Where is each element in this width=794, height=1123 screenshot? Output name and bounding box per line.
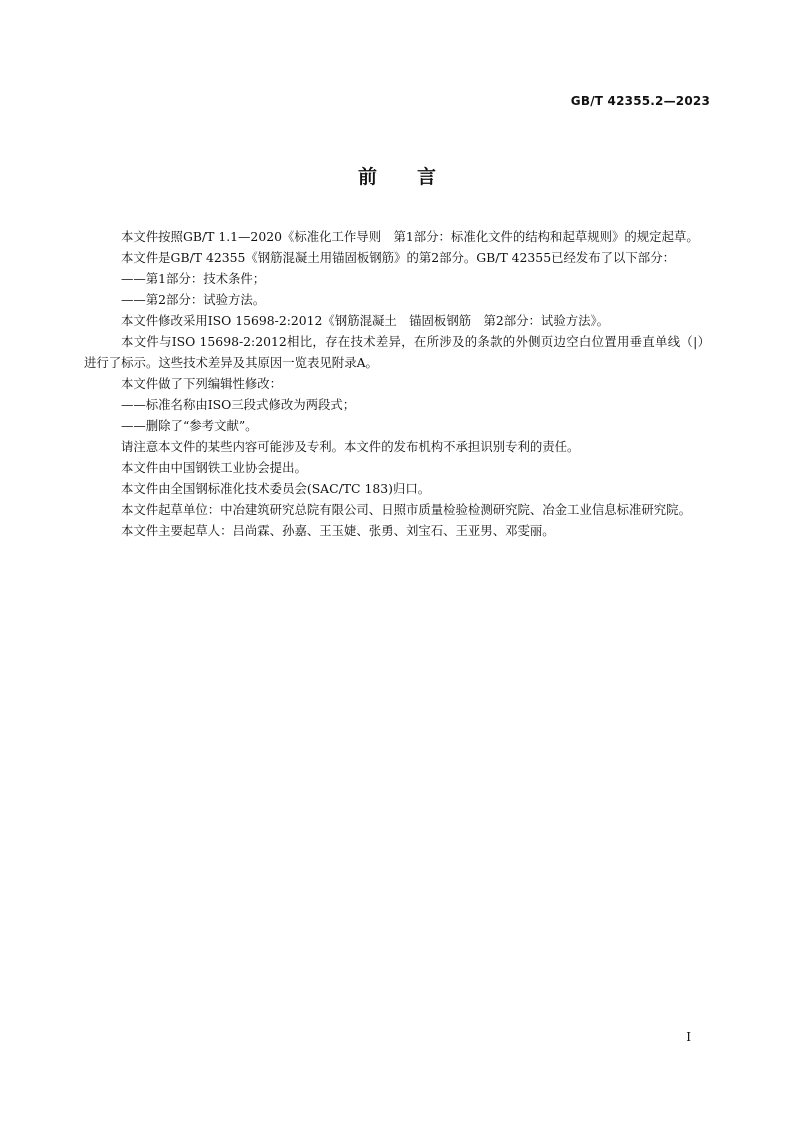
paragraph-modified-adoption: 本文件修改采用ISO 15698-2:2012《钢筋混凝土 锚固板钢筋 第2部分：试验方法》。 — [121, 313, 610, 328]
page-title: 前言 — [357, 166, 476, 188]
paragraph-centralized-by: 本文件由全国钢标准化技术委员会(SAC/TC 183)归口。 — [121, 481, 431, 496]
paragraph-series-parts: 本文件是GB/T 42355《钢筋混凝土用锚固板钢筋》的第2部分。GB/T 42355已经发布了以下部分： — [121, 250, 675, 265]
paragraph-proposed-by: 本文件由中国钢铁工业协会提出。 — [121, 460, 307, 475]
list-item-part-1: ——第1部分：技术条件； — [121, 271, 266, 286]
paragraph-technical-differences: 本文件与ISO 15698-2:2012相比，存在技术差异，在所涉及的条款的外侧页边空白位置用垂直单线（|）进行了标示。这些技术差异及其原因一览表见附录A。 — [84, 334, 710, 370]
page-number: I — [686, 1030, 691, 1044]
paragraph-patent-notice: 请注意本文件的某些内容可能涉及专利。本文件的发布机构不承担识别专利的责任。 — [121, 439, 580, 454]
paragraph-editorial-changes: 本文件做了下列编辑性修改： — [121, 376, 283, 391]
paragraph-drafting-organizations: 本文件起草单位：中冶建筑研究总院有限公司、日照市质量检验检测研究院、冶金工业信息标准研究院。 — [121, 502, 691, 517]
list-item-bibliography-removed: ——删除了“参考文献”。 — [121, 418, 258, 433]
list-item-part-2: ——第2部分：试验方法。 — [121, 292, 266, 307]
list-item-title-change: ——标准名称由ISO三段式修改为两段式； — [121, 397, 356, 412]
foreword-body — [84, 226, 710, 541]
paragraph-main-drafters: 本文件主要起草人：吕尚霖、孙嘉、王玉婕、张勇、刘宝石、王亚男、邓雯丽。 — [121, 523, 555, 538]
paragraph-drafting-rules: 本文件按照GB/T 1.1—2020《标准化工作导则 第1部分：标准化文件的结构和起草规则》的规定起草。 — [121, 229, 699, 244]
standard-code: GB/T 42355.2—2023 — [570, 94, 710, 108]
